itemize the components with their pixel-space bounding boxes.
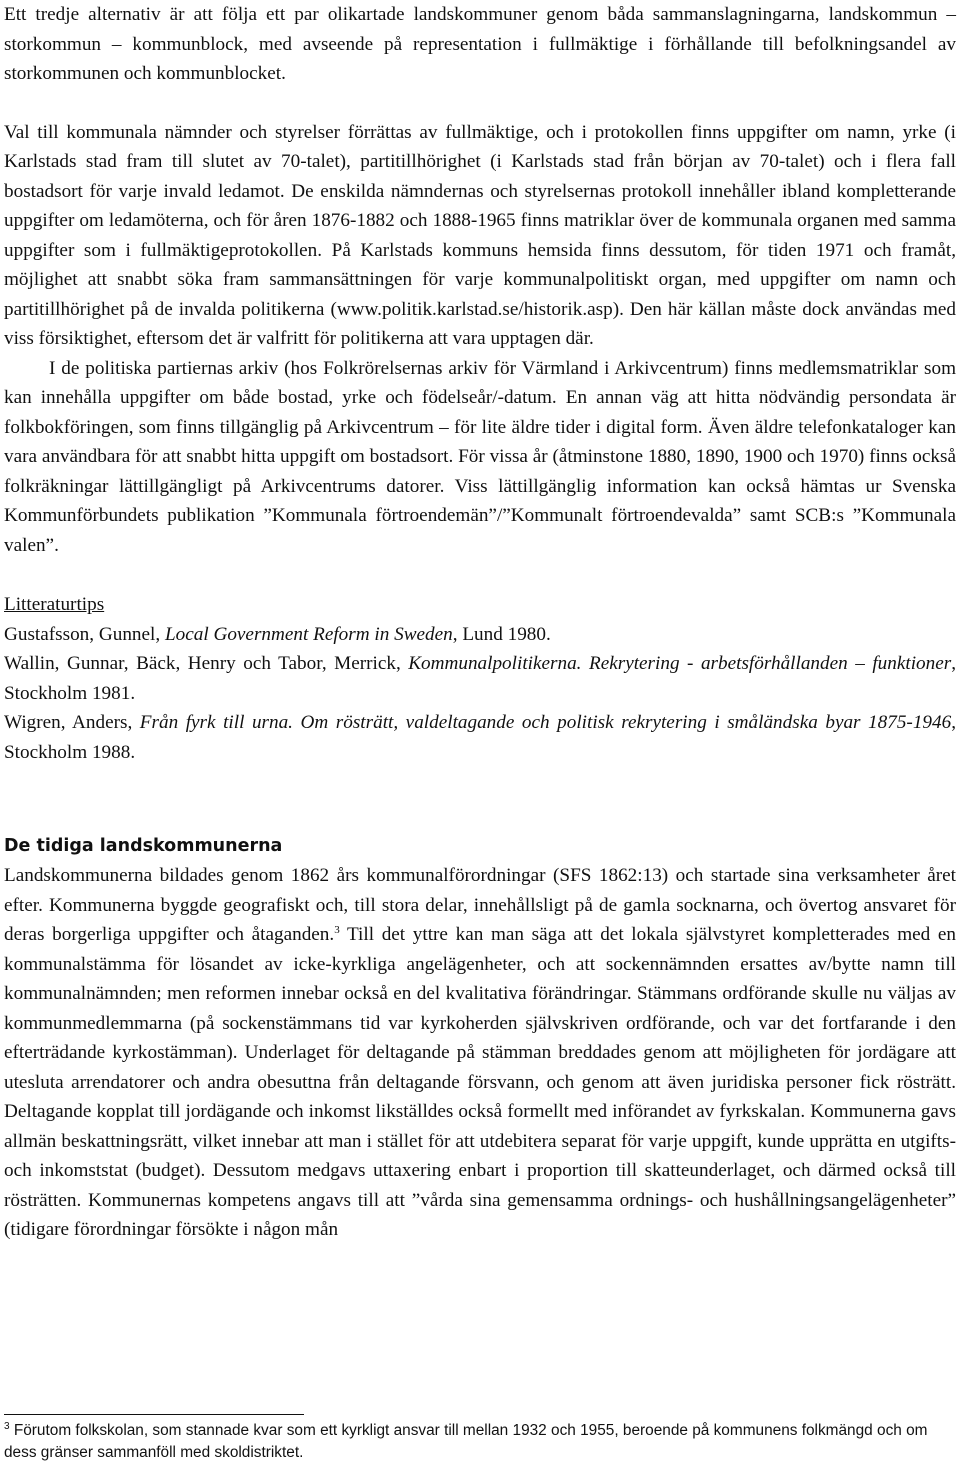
ref-author: Wallin, Gunnar, Bäck, Henry och Tabor, Merrick, (4, 653, 409, 674)
literature-ref (4, 708, 956, 767)
literature-ref (4, 649, 956, 708)
ref-title: Local Government Reform in Sweden (164, 623, 453, 645)
footnote-number: 3 (4, 1421, 10, 1432)
footnote-text: Förutom folkskolan, som stannade kvar som ett kyrkligt ansvar till mellan 1932 och 1955, beroende på kommunens folkmängd och om dess gränser sammanföll med skoldistriktet. (4, 1422, 928, 1461)
paragraph-elections: Val till kommunala nämnder och styrelser förrättas av fullmäktige, och i protokollen finns uppgifter om namn, yrke (i Karlstads stad fram till slutet av 70-talet), partitillhörighet (i Karlstads stad från början av 70-talet) och i flera fall bostadsort för varje invald ledamot. De enskilda nämndernas och styrelsernas protokoll innehåller ibland kompletterande uppgifter om ledamöterna, och för åren 1876-1882 och 1888-1965 finns matriklar över de kommunala organen med samma uppgifter som i fullmäktigeprotokollen. På Karlstads kommuns hemsida finns dessutom, för tiden 1971 och framåt, möjlighet att snabbt söka fram sammansättningen för varje kommunalpolitiskt organ, med uppgifter om namn och partitillhörighet på de invalda politikerna (www.politik.karlstad.se/historik.asp). Den här källan måste dock användas med viss försiktighet, eftersom det är valfritt för politikerna att vara upptagen där. (4, 121, 956, 349)
section-body (4, 861, 956, 1245)
ref-rest: , Stockholm 1981. (4, 653, 956, 704)
section-body-part2: Till det yttre kan man säga att det lokala självstyret kompletterades med en kommunalstämma för lösandet av icke-kyrkliga angelägenheter, och att sockennämnden ersattes av/bytte namn till kommunalnämnden; men reformen innebar också en del kvalitativa förändringar. Stämmans ordförande skulle nu väljas av kommunmedlemmarna (på sockenstämmans tid var kyrkoherden självskriven ordförande, och var det fortfarande i den efterträdande kyrkostämman). Underlaget för deltagande på stämman breddades genom att möjligheten för jordägare att utesluta arrendatorer och andra obesuttna från deltagande försvann, och genom att även juridiska personer fick rösträtt. Deltagande kopplat till jordägande och inkomst likställdes också formellt med införandet av fyrkskalan. Kommunerna gavs allmän beskattningsrätt, vilket innebar att man i stället för att utdebitera separat för varje uppgift, kunde upprätta en utgifts- och inkomststat (budget). Dessutom medgavs uttaxering enbart i proportion till skatteunderlaget, och därmed också till rösträtten. Kommunernas kompetens angavs till att ”vårda sina gemensamma ordnings- och hushållningsangelägenheter” (tidigare förordningar försökte i någon mån (4, 924, 957, 1240)
document-page (4, 0, 956, 1245)
ref-author: Gustafsson, Gunnel, (4, 623, 165, 645)
paragraph-intro: Ett tredje alternativ är att följa ett par olikartade landskommuner genom båda sammanslagningarna, landskommun – storkommun – kommunblock, med avseende på representation i fullmäktige i förhållande till befolkningsandel av storkommunen och kommunblocket. (4, 4, 956, 84)
literature-ref (4, 620, 956, 650)
ref-author: Wigren, Anders, (4, 712, 140, 733)
paragraph-party-archives: I de politiska partiernas arkiv (hos Folkrörelsernas arkiv för Värmland i Arkivcentrum) finns medlemsmatriklar som kan innehålla uppgifter om både bostad, yrke och födelseår/-datum. En annan väg att hitta nödvändig persondata är folkbokföringen, som finns tillgänglig på Arkivcentrum – för lite äldre tider i digital form. Även äldre telefonkataloger kan vara användbara för att snabbt hitta uppgift om bostadsort. För vissa år (åtminstone 1880, 1890, 1900 och 1970) finns också folkräkningar lättillgängligt på Arkivcentrums datorer. Viss lättillgänglig information kan också hämtas ur Svenska Kommunförbundets publikation ”Kommunala förtroendemän”/”Kommunalt förtroendevalda” samt SCB:s ”Kommunala valen”. (4, 357, 956, 556)
literature-heading: Litteraturtips (4, 594, 105, 615)
section-body-part1: Landskommunerna bildades genom 1862 års kommunalförordningar (SFS 1862:13) och startade sina verksamheter året efter. Kommunerna byggde geografiskt och, till stora delar, innehållsligt på de gamla socknarna, och övertog ansvaret för deras borgerliga uppgifter och åtaganden. (4, 865, 956, 945)
footnote-divider (4, 1414, 304, 1415)
ref-title: Från fyrk till urna. Om rösträtt, valdeltagande och politisk rekrytering i småländska byar 1875-1946 (139, 712, 952, 733)
ref-rest: , Lund 1980. (452, 623, 551, 645)
ref-rest: , Stockholm 1988. (4, 712, 956, 763)
ref-title: Kommunalpolitikerna. Rekrytering - arbetsförhållanden – funktioner (408, 653, 952, 674)
section-heading: De tidiga landskommunerna (4, 836, 283, 856)
footnote-marker[interactable]: 3 (334, 924, 340, 936)
footnote (4, 1420, 944, 1464)
